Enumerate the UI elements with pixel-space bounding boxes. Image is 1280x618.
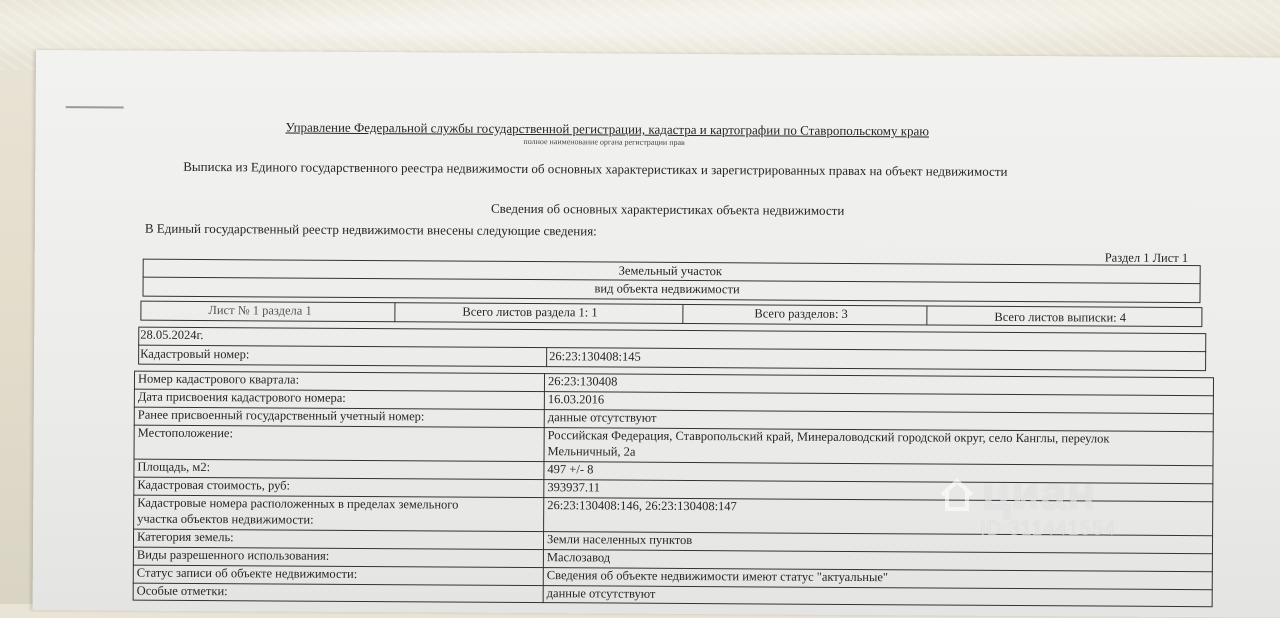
section-sheet-label: Раздел 1 Лист 1 xyxy=(1104,250,1189,266)
total-sheets-section: Всего листов раздела 1: 1 xyxy=(462,304,598,320)
extract-title: Выписка из Единого государственного реестра недвижимости об основных характеристиках и зарегистрированных правах на объект недвижимости xyxy=(183,158,1008,179)
row-value: данные отсутствуют xyxy=(546,586,656,601)
row-value: Российская Федерация, Ставропольский край, Минераловодский городской округ, село Канглы, переулок xyxy=(547,428,1110,446)
row-label: Ранее присвоенный государственный учетный номер: xyxy=(137,407,425,424)
cadastral-number-label: Кадастровый номер: xyxy=(140,346,250,362)
watermark-id: ID 311441554 xyxy=(980,518,1117,540)
row-value: 16.03.2016 xyxy=(547,392,605,407)
row-value: 393937.11 xyxy=(547,480,601,495)
sheet-of-section: Лист № 1 раздела 1 xyxy=(208,303,312,318)
row-label: Местоположение: xyxy=(137,425,233,441)
object-type: Земельный участок xyxy=(618,263,723,279)
row-label: Виды разрешенного использования: xyxy=(136,547,330,563)
watermark-brand: циан xyxy=(982,467,1096,519)
intro-text: В Единый государственный реестр недвижимости внесены следующие сведения: xyxy=(144,220,597,239)
row-label: Кадастровые номера расположенных в пределах земельного xyxy=(137,495,459,512)
house-icon xyxy=(940,478,974,512)
authority-caption: полное наименование органа регистрации прав xyxy=(523,136,685,147)
row-value-line2: Мельничный, 2а xyxy=(547,444,636,459)
row-value: Маслозавод xyxy=(546,550,611,565)
row-value: Сведения об объекте недвижимости имеют статус "актуальные" xyxy=(546,568,889,585)
extract-date: 28.05.2024г. xyxy=(140,327,204,343)
row-value: Земли населенных пунктов xyxy=(546,532,693,548)
row-label: Кадастровая стоимость, руб: xyxy=(137,477,291,493)
authority-name: Управление Федеральной службы государственной регистрации, кадастра и картографии по Ставропольскому краю xyxy=(285,119,930,139)
row-value: данные отсутствуют xyxy=(547,410,657,425)
row-label: Площадь, м2: xyxy=(137,459,211,475)
row-label: Особые отметки: xyxy=(136,583,228,599)
section-heading: Сведения об основных характеристиках объекта недвижимости xyxy=(490,200,845,218)
row-label: Категория земель: xyxy=(136,529,234,545)
row-label: Статус записи об объекте недвижимости: xyxy=(136,565,358,581)
row-label: Дата присвоения кадастрового номера: xyxy=(137,389,346,405)
row-label: Номер кадастрового квартала: xyxy=(137,371,300,387)
row-value: 26:23:130408 xyxy=(547,374,618,389)
object-type-caption: вид объекта недвижимости xyxy=(594,281,740,297)
row-value: 497 +/- 8 xyxy=(547,462,594,477)
row-value: 26:23:130408:146, 26:23:130408:147 xyxy=(547,498,737,514)
margin-dash xyxy=(66,106,124,108)
row-label-line2: участка объектов недвижимости: xyxy=(137,511,314,527)
total-sheets-extract: Всего листов выписки: 4 xyxy=(994,309,1127,325)
cadastral-number-value: 26:23:130408:145 xyxy=(549,349,641,364)
total-sections: Всего разделов: 3 xyxy=(754,306,848,321)
